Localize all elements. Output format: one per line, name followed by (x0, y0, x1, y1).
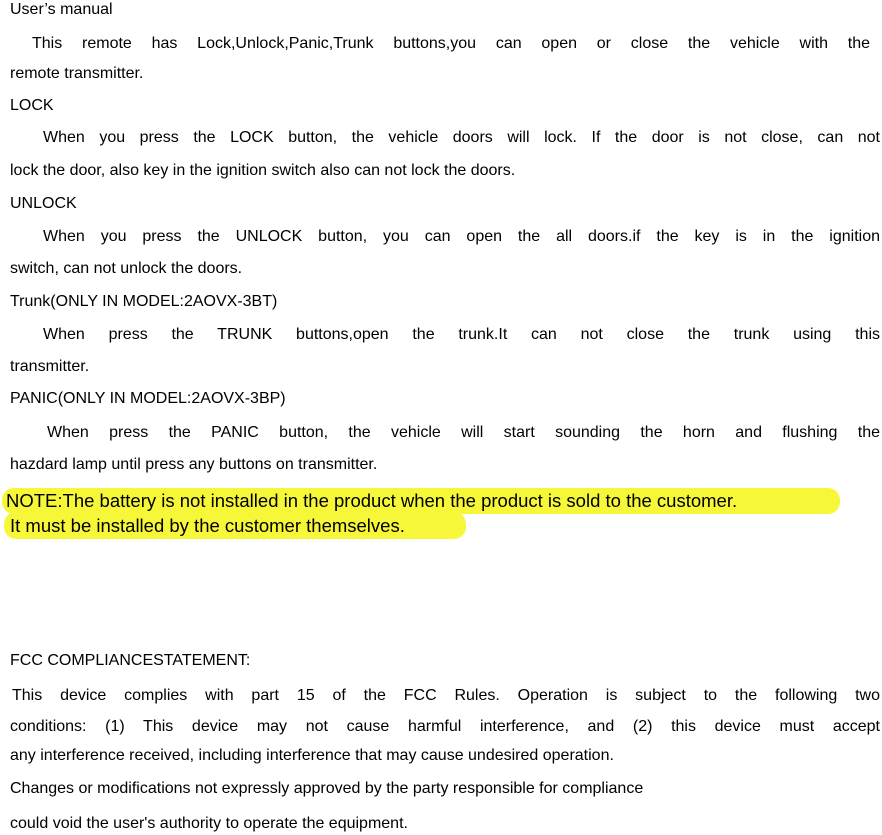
fcc-line-2: conditions: (1) This device may not cause harmful interference, and (2) this device must accept (10, 718, 880, 735)
panic-heading: PANIC(ONLY IN MODEL:2AOVX-3BP) (10, 390, 286, 407)
trunk-line-2: transmitter. (10, 358, 90, 375)
lock-line-1: When you press the LOCK button, the vehicle doors will lock. If the door is not close, can not (43, 129, 880, 146)
trunk-line-1: When press the TRUNK buttons,open the trunk.It can not close the trunk using this (43, 326, 880, 343)
panic-line-1: When press the PANIC button, the vehicle will start sounding the horn and flushing the (47, 424, 880, 441)
lock-heading: LOCK (10, 97, 54, 114)
fcc-line-5: could void the user's authority to operate the equipment. (10, 815, 408, 832)
panic-line-2: hazdard lamp until press any buttons on transmitter. (10, 456, 378, 473)
intro-line-2: remote transmitter. (10, 65, 144, 82)
note-line-1: NOTE:The battery is not installed in the product when the product is sold to the customer. (6, 490, 738, 511)
intro-line-1: This remote has Lock,Unlock,Panic,Trunk buttons,you can open or close the vehicle with the (32, 35, 870, 52)
unlock-heading: UNLOCK (10, 195, 77, 212)
unlock-line-1: When you press the UNLOCK button, you can open the all doors.if the key is in the ignition (43, 228, 880, 245)
lock-line-2: lock the door, also key in the ignition switch also can not lock the doors. (10, 162, 516, 179)
fcc-line-1: This device complies with part 15 of the FCC Rules. Operation is subject to the following two (12, 687, 880, 704)
fcc-line-4: Changes or modifications not expressly approved by the party responsible for compliance (10, 780, 644, 797)
manual-title: User’s manual (10, 1, 113, 18)
fcc-heading: FCC COMPLIANCESTATEMENT: (10, 652, 251, 669)
battery-note (0, 486, 882, 548)
note-line-2: It must be installed by the customer themselves. (10, 515, 405, 536)
trunk-heading: Trunk(ONLY IN MODEL:2AOVX-3BT) (10, 293, 278, 310)
unlock-line-2: switch, can not unlock the doors. (10, 260, 243, 277)
fcc-line-3: any interference received, including interference that may cause undesired operation. (10, 747, 614, 764)
